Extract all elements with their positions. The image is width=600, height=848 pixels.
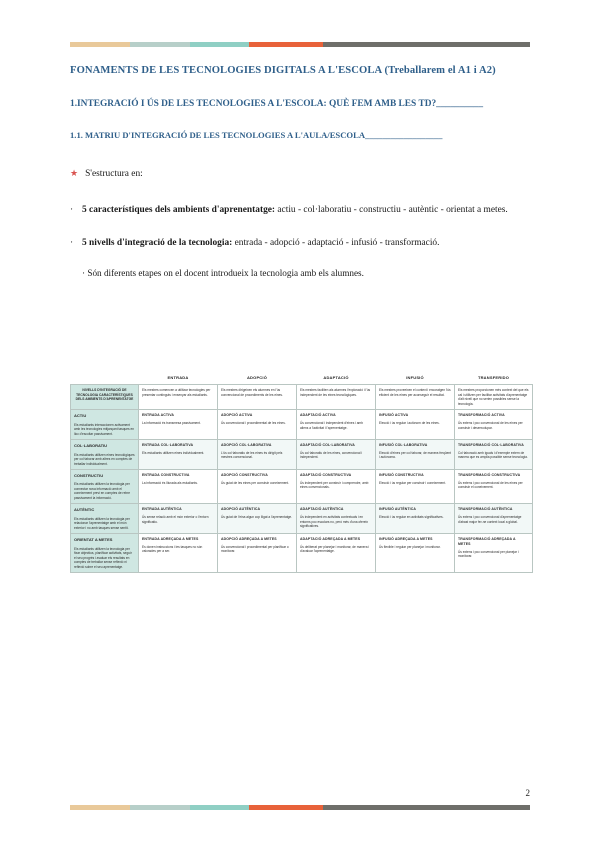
matrix-cell: ENTRADA AUTÈNTICA Ús sense relació amb el món exterior o l'entorn significatiu. (139, 504, 218, 534)
bullet-text: actiu - col·laboratiu - constructiu - autèntic - orientat a metes. (275, 205, 508, 216)
bullet-bold-text: 5 característiques dels ambients d'aprenentatge: (82, 205, 276, 216)
bullet-bold-text: 5 nivells d'integració de la tecnologia: (82, 237, 233, 248)
column-header-infusio: INFUSIÓ (376, 372, 455, 385)
bullet-marker: · (70, 205, 74, 216)
table-row (71, 440, 533, 470)
matrix-cell: INFUSIÓ COL·LABORATIVA Elecció d'eines per col·laborar, de manera freqüent i autònoma. (376, 440, 455, 470)
section-heading-1: 1.INTEGRACIÓ I ÚS DE LES TECNOLOGIES A L'ESCOLA: QUÈ FEM AMB LES TD?__________ (70, 98, 484, 109)
color-bar-segment (323, 42, 530, 47)
page-title: FONAMENTS DE LES TECNOLOGIES DIGITALS A L'ESCOLA (Treballarem el A1 i A2) (70, 65, 496, 76)
matrix-cell: TRANSFORMACIÓ CONSTRUCTIVA Ús extens i poc convencional de les eines per construir el coneixement. (455, 470, 533, 504)
corner-label-bottom: CARACTERÍSTIQUES DELS AMBIENTS D'APRENENTATGE (75, 392, 134, 402)
intro-line (70, 169, 532, 179)
color-bar-segment (249, 42, 323, 47)
intro-cell: Els mestres faciliten als alumnes l'exploració i l'ús independent de les eines tecnològiques. (297, 385, 376, 410)
bullet-marker: · (70, 237, 74, 248)
table-row (71, 410, 533, 440)
column-header-adopcio: ADOPCIÓ (218, 372, 297, 385)
matrix-cell: ADOPCIÓ AUTÈNTICA Ús guiat de l'eina algun cop lligat a l'aprenentatge. (218, 504, 297, 534)
matrix-cell: TRANSFORMACIÓ COL·LABORATIVA Col·laboració amb iguals i d'exemple extern de manera que es amplia possible sense tecnologia. (455, 440, 533, 470)
color-bar-segment (70, 805, 130, 810)
matrix-corner-blank (71, 372, 139, 385)
color-bar-segment (190, 805, 250, 810)
color-bar-segment (190, 42, 250, 47)
decorative-top-bar (70, 42, 530, 47)
matrix-cell: ADOPCIÓ COL·LABORATIVA L'ús col·laboratiu de les eines és dirigit pels mestres convencional. (218, 440, 297, 470)
matrix-cell: ADOPCIÓ ACTIVA Ús convencional i procedimental de les eines. (218, 410, 297, 440)
integration-matrix-table (70, 372, 533, 573)
matrix-cell: TRANSFORMACIÓ AUTÈNTICA Ús extens i poc convencional d'aprenentatge d'abast major fer-ne context local a global. (455, 504, 533, 534)
matrix-cell: ADAPTACIÓ AUTÈNTICA Ús independent en activitats contextuals i en entorns poc escolars no, però més d'una ofereix significatives. (297, 504, 376, 534)
row-header-actiu: ACTIU Els estudiants interaccionen activament amb les tecnologies mitjançant tasques en lloc d'escoltar passivament. (71, 410, 139, 440)
corner-label-top: NIVELLS D'INTEGRACIÓ DE TECNOLOGIA (76, 388, 127, 397)
column-header-transferido: TRANSFERIDO (455, 372, 533, 385)
matrix-cell: ADAPTACIÓ CONSTRUCTIVA Ús independent per construir i comprendre, amb eines convencionals. (297, 470, 376, 504)
decorative-bottom-bar (70, 805, 530, 810)
matrix-corner-cell (71, 385, 139, 410)
row-header-orientat-a-metes: ORIENTAT A METES Els estudiants utilitzen la tecnologia per fixar objectius, planificar activitats, seguir el seu progrés i avaluar els resultats en comptes de treballar sense reflexió ni reflexió sobre el seu aprenentatge. (71, 534, 139, 573)
intro-text: S'estructura en: (85, 169, 143, 180)
matrix-cell: ADAPTACIÓ COL·LABORATIVA Ús col·laboratiu de les eines, convencional i independent. (297, 440, 376, 470)
color-bar-segment (130, 805, 190, 810)
document-content (70, 64, 532, 281)
matrix-cell: INFUSIÓ ADREÇADA A METES Ús flexible i regular per planejar i monitorar. (376, 534, 455, 573)
matrix-cell: TRANSFORMACIÓ ADREÇADA A METES Ús extens i poc convencional per planejar i monitorar. (455, 534, 533, 573)
column-header-entrada: ENTRADA (139, 372, 218, 385)
matrix-cell: ADOPCIÓ CONSTRUCTIVA Ús guiat de les eines per construir coneixement. (218, 470, 297, 504)
intro-cell: Els mestres comencen a utilitzar tecnologies per presentar continguts i ensenyar als estudiants. (139, 385, 218, 410)
matrix-cell: ENTRADA COL·LABORATIVA Els estudiants utilitzen eines individualment. (139, 440, 218, 470)
note-line: · Són diferents etapes on el docent introdueix la tecnologia amb els alumnes. (82, 267, 364, 278)
color-bar-segment (70, 42, 130, 47)
column-header-adaptacio: ADAPTACIÓ (297, 372, 376, 385)
intro-cell: Els mestres proveeixen el context i encoratgen l'ús eficient de les eines per aconseguir el resultat. (376, 385, 455, 410)
color-bar-segment (130, 42, 190, 47)
star-icon: ★ (70, 168, 79, 179)
list-item (70, 201, 532, 220)
matrix-cell: TRANSFORMACIÓ ACTIVA Ús extens i poc convencional de les eines per construir i desenvolupar. (455, 410, 533, 440)
matrix-cell: ADAPTACIÓ ACTIVA Ús convencional i independent d'eines i amb aliens a l'activitat i l'aprenentatge. (297, 410, 376, 440)
bullet-text: entrada - adopció - adaptació - infusió - transformació. (232, 237, 440, 248)
table-row-intro (71, 385, 533, 410)
row-header-autentic: AUTÈNTIC Els estudiants utilitzen la tecnologia per relacionar l'aprenentatge amb el món exterior i no amb tasques sense sentit. (71, 504, 139, 534)
table-row (71, 534, 533, 573)
row-header-collaboratiu: COL·LABORATIU Els estudiants utilitzen eines tecnològiques per col·laborar amb altres en comptes de treballar individualment. (71, 440, 139, 470)
color-bar-segment (249, 805, 323, 810)
section-heading-1-1: 1.1. MATRIU D'INTEGRACIÓ DE LES TECNOLOGIES A L'AULA/ESCOLA__________________ (70, 129, 443, 140)
matrix-cell: ENTRADA ADREÇADA A METES Es donen instruccions i les tasques no són valorades per a ser. (139, 534, 218, 573)
row-header-constructiu: CONSTRUCTIU Els estudiants utilitzen la tecnologia per connectar nova informació amb el coneixement previ en comptes de rebre passivament la informació. (71, 470, 139, 504)
intro-cell: Els mestres proporcionen més context del que els cal i utilitzen per facilitar activitats d'aprenentatge d'alt nivell que no serien possibles sense la tecnologia. (455, 385, 533, 410)
table-row (71, 504, 533, 534)
intro-cell: Els mestres dirigeixen els alumnes en l'ús convencional de procediments de les eines. (218, 385, 297, 410)
list-item (70, 234, 532, 253)
matrix-cell: INFUSIÓ AUTÈNTICA Elecció i ús regular en activitats significatives. (376, 504, 455, 534)
matrix-cell: INFUSIÓ CONSTRUCTIVA Elecció i ús regular per construir i coneixement. (376, 470, 455, 504)
matrix-cell: ENTRADA CONSTRUCTIVA La informació és lliurada als estudiants. (139, 470, 218, 504)
matrix-cell: ADAPTACIÓ ADREÇADA A METES Ús deliberat per planejar i monitorar, de manera i d'avaluar l'aprenentatge. (297, 534, 376, 573)
table-row (71, 470, 533, 504)
page-number: 2 (525, 788, 530, 798)
table-header-row (71, 372, 533, 385)
matrix-cell: INFUSIÓ ACTIVA Elecció i ús regular i autònom de les eines. (376, 410, 455, 440)
matrix-cell: ADOPCIÓ ADREÇADA A METES Ús convencional i procedimental per planificar o monitorar. (218, 534, 297, 573)
matrix-cell: ENTRADA ACTIVA La informació és transmesa passivament. (139, 410, 218, 440)
color-bar-segment (323, 805, 530, 810)
